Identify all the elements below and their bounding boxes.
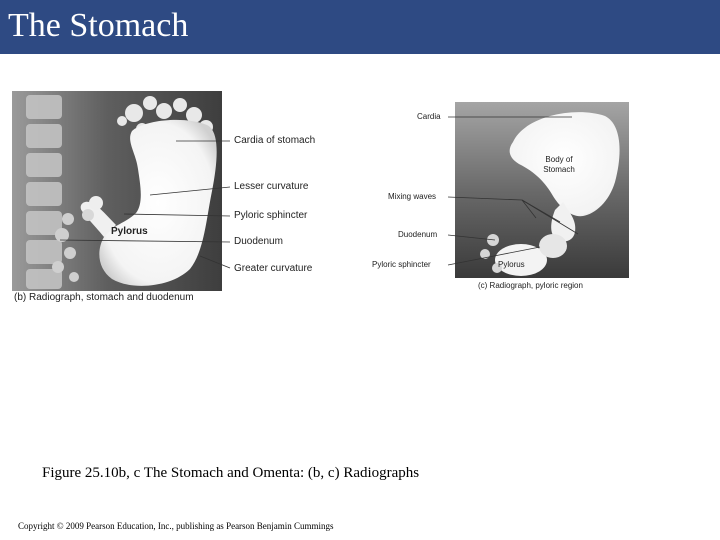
label-pyloric-sphincter-c: Pyloric sphincter xyxy=(372,260,431,269)
label-duodenum-b: Duodenum xyxy=(234,236,283,247)
label-greater-curvature: Greater curvature xyxy=(234,263,313,274)
pylorus-label-b: Pylorus xyxy=(111,226,148,237)
radiograph-c-image xyxy=(455,102,629,278)
body-of-stomach-label-line1: Body of xyxy=(545,155,573,164)
slide-title: The Stomach xyxy=(8,7,189,44)
label-mixing-waves: Mixing waves xyxy=(388,192,437,201)
label-cardia-c: Cardia xyxy=(417,112,441,121)
radiograph-stomach-duodenum xyxy=(12,91,222,291)
pylorus-label-c: Pylorus xyxy=(498,260,525,269)
title-bar xyxy=(0,0,720,54)
caption-figure-b: (b) Radiograph, stomach and duodenum xyxy=(14,292,194,303)
label-lesser-curvature: Lesser curvature xyxy=(234,181,309,192)
caption-figure-c: (c) Radiograph, pyloric region xyxy=(478,281,583,290)
label-pyloric-sphincter-b: Pyloric sphincter xyxy=(234,210,308,221)
radiograph-pyloric-region xyxy=(455,102,629,278)
copyright-notice: Copyright © 2009 Pearson Education, Inc., publishing as Pearson Benjamin Cummings xyxy=(18,521,334,531)
label-cardia-of-stomach: Cardia of stomach xyxy=(234,135,316,146)
label-duodenum-c: Duodenum xyxy=(398,230,438,239)
body-of-stomach-label-line2: Stomach xyxy=(543,165,575,174)
figure-caption: Figure 25.10b, c The Stomach and Omenta: (b, c) Radiographs xyxy=(42,465,420,481)
radiograph-b-image xyxy=(12,91,222,291)
